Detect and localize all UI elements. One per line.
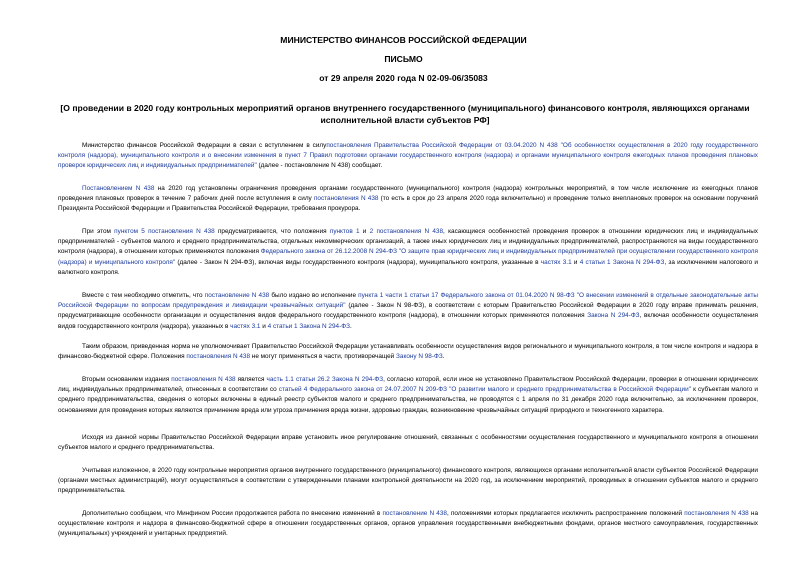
paragraph-9 [58, 509, 758, 540]
paragraph-8 [58, 466, 758, 497]
document-link[interactable]: постановления N 438 [186, 353, 251, 361]
document-link[interactable]: пункта 1 части 1 статьи 17 Федерального закона от 01.04.2020 N 98-ФЗ "О внесении изменений в отдельные законодательные акты Российской Федерации по вопросам предупреждения и ликвидации чрезвычайных ситуаций" [58, 292, 759, 310]
paragraph-text: не могут применяться в части, противоречащей [250, 353, 397, 361]
paragraph-text: (далее - Закон N 294-ФЗ), включая виды государственного контроля (надзора), муниципального контроля, указанные в [175, 258, 541, 266]
document-link[interactable]: постановление N 438 [204, 292, 270, 299]
paragraph-text: Вместе с тем необходимо отметить, что [82, 292, 205, 299]
paragraph-text: и [359, 228, 370, 235]
document-link[interactable]: Постановлением N 438 [82, 185, 155, 192]
document-link[interactable]: 2 постановления N 438 [369, 228, 444, 235]
document-link[interactable]: постановления N 438 [313, 195, 379, 203]
paragraph-text: на 2020 год установлены ограничения проведения органами государственного (муниципального) контроля (надзора) контрольных мероприятий, в том числе исключение из ежегодных планов проведения плановых проверок в течение 7 рабочих дней после вступления в силу [58, 185, 758, 203]
paragraph-4 [58, 291, 758, 332]
document-link[interactable]: постановления Правительства Российской Федерации от 03.04.2020 N 438 "Об особенностях осуществления в 2020 году государственного контроля (надзора), муниципального контроля и о внесении изменения в пункт 7 Правил подготовки органами государственного контроля (надзора) и органами муниципального контроля ежегодных планов проведения плановых проверок юридических лиц и индивидуальных предпринимателей" [58, 142, 758, 170]
paragraph-2 [58, 184, 758, 215]
paragraph-1 [58, 141, 758, 172]
paragraph-6 [58, 375, 758, 416]
document-type: ПИСЬМО [384, 54, 423, 64]
document-link[interactable]: частях 3.1 [540, 258, 572, 266]
paragraph-text: , касающиеся особенностей проведения проверок в отношении юридических лиц и индивидуальных предпринимателей - субъектов малого и среднего предпринимательства, отдельных некоммерческих организаций, а также иных юридических лиц и индивидуальных предпринимателей, распространяются на виды государственного контроля (надзора), в отношении которых применяются положения [58, 228, 758, 256]
paragraph-text: Вторым основанием издания [82, 376, 172, 383]
paragraph-text: Исходя из данной нормы Правительство Российской Федерации вправе установить иное регулирование отношений, связанных с особенностями осуществления государственного и муниципального контроля в отношении субъектов малого и среднего предпринимательства. [58, 434, 758, 452]
paragraph-3 [58, 227, 758, 278]
document-subject: [О проведении в 2020 году контрольных мероприятий органов внутреннего государственного (муниципального) финансового контроля, являющихся органами исполнительной власти субъектов РФ] [60, 103, 750, 125]
paragraph-text: , включая особенности осуществления видов государственного контроля (надзора), указанных в [58, 312, 758, 330]
paragraph-text: . [442, 353, 445, 361]
paragraph-7 [58, 433, 758, 453]
document-link[interactable]: постановление N 438 [382, 510, 447, 517]
paragraph-text: . [349, 322, 352, 330]
paragraph-text: , положениями которых предлагается исключить распространение положений [446, 510, 685, 517]
document-link[interactable]: постановления N 438 [684, 510, 749, 517]
document-link[interactable]: пунктом 5 постановления N 438 [114, 228, 215, 235]
document-date-number: от 29 апреля 2020 года N 02-09-06/35083 [319, 73, 488, 83]
paragraph-text: Министерство финансов Российской Федерации в связи с вступлением в силу [82, 142, 327, 149]
ministry-title: МИНИСТЕРСТВО ФИНАНСОВ РОССИЙСКОЙ ФЕДЕРАЦИИ [280, 35, 527, 45]
document-link[interactable]: пунктов 1 [329, 228, 360, 235]
document-link[interactable]: постановления N 438 [171, 376, 236, 383]
paragraph-text: , за исключением налогового и валютного контроля. [58, 258, 758, 276]
paragraph-5 [58, 342, 758, 362]
document-link[interactable]: часть 1.1 статьи 26.2 Закона N 294-ФЗ [266, 376, 384, 383]
paragraph-text: на осуществление контроля и надзора в финансово-бюджетной сфере в отношении государственных органов, органов управления государственными внебюджетными фондами, органов местного самоуправления, государственных (муниципальных) учреждений и унитарных предприятий. [58, 510, 759, 538]
paragraph-text: При этом [82, 228, 115, 235]
document-link[interactable]: 4 статьи 1 Закона N 294-ФЗ [579, 258, 665, 266]
paragraph-text: Дополнительно сообщаем, что Минфином России продолжается работа по внесению изменений в [82, 510, 383, 517]
document-link[interactable]: статьей 4 Федерального закона от 24.07.2007 N 209-ФЗ "О развитии малого и среднего предпринимательства в Российской Федерации" [278, 386, 691, 394]
paragraph-text: , согласно которой, если иное не установлено Правительством Российской Федерации, проверки в отношении юридических лиц, индивидуальных предпринимателей, отнесенных в соответствии со [58, 376, 758, 394]
paragraph-text: (далее - постановление N 438) сообщает. [256, 162, 383, 170]
paragraph-text: является [235, 376, 267, 383]
paragraph-text: к субъектам малого и среднего предпринимательства, сведения о которых включены в единый реестр субъектов малого и среднего предпринимательства, не проводятся с 1 апреля по 31 декабря 2020 года включительно, за исключением проверок, основаниями для проведения которых являются причинение вреда или угроза причинения вреда жизни, здоровью граждан, возникновение чрезвычайных ситуаций природного и техногенного характера. [58, 386, 758, 414]
document-link[interactable]: 4 статьи 1 Закона N 294-ФЗ [267, 322, 350, 330]
document-link[interactable]: Федерального закона от 26.12.2008 N 294-ФЗ "О защите прав юридических лиц и индивидуальных предпринимателей при осуществлении государственного контроля (надзора) и муниципального контроля" [58, 248, 758, 266]
paragraph-text: Таким образом, приведенная норма не уполномочивает Правительство Российской Федерации устанавливать особенности осуществления видов регионального и муниципального контроля, в том числе контроля и надзора в финансово-бюджетной сфере. Положения [58, 343, 758, 361]
paragraph-text: и [260, 322, 268, 330]
document-link[interactable]: частях 3.1 [230, 322, 261, 330]
paragraph-text: (далее - Закон N 98-ФЗ), в соответствии с которым Правительство Российской Федерации в 2020 году вправе принимать решения, предусматривающие особенности организации и осуществления видов федерального государственного контроля (надзора), в отношении которых применяются положения [58, 302, 759, 320]
paragraph-text: (то есть в срок до 23 апреля 2020 года включительно) и проведение только внеплановых проверок на основании поручений Президента Российской Федерации и Правительства Российской Федерации, требования прокурора. [58, 195, 758, 213]
document-link[interactable]: Закону N 98-ФЗ [396, 353, 443, 361]
paragraph-text: Учитывая изложенное, в 2020 году контрольные мероприятия органов внутреннего государственного (муниципального) финансового контроля, являющихся органами исполнительной власти субъектов Российской Федерации (органами местных администраций), могут осуществляться в соответствии с утвержденными планами контрольной деятельности на 2020 год, за исключением мероприятий, проводимых в отношении субъектов малого и среднего предпринимательства. [58, 467, 758, 495]
document-link[interactable]: Закона N 294-ФЗ [587, 312, 640, 320]
paragraph-text: было издано во исполнение [269, 292, 359, 299]
paragraph-text: и [571, 258, 580, 266]
paragraph-text: предусматривается, что положения [214, 228, 330, 235]
